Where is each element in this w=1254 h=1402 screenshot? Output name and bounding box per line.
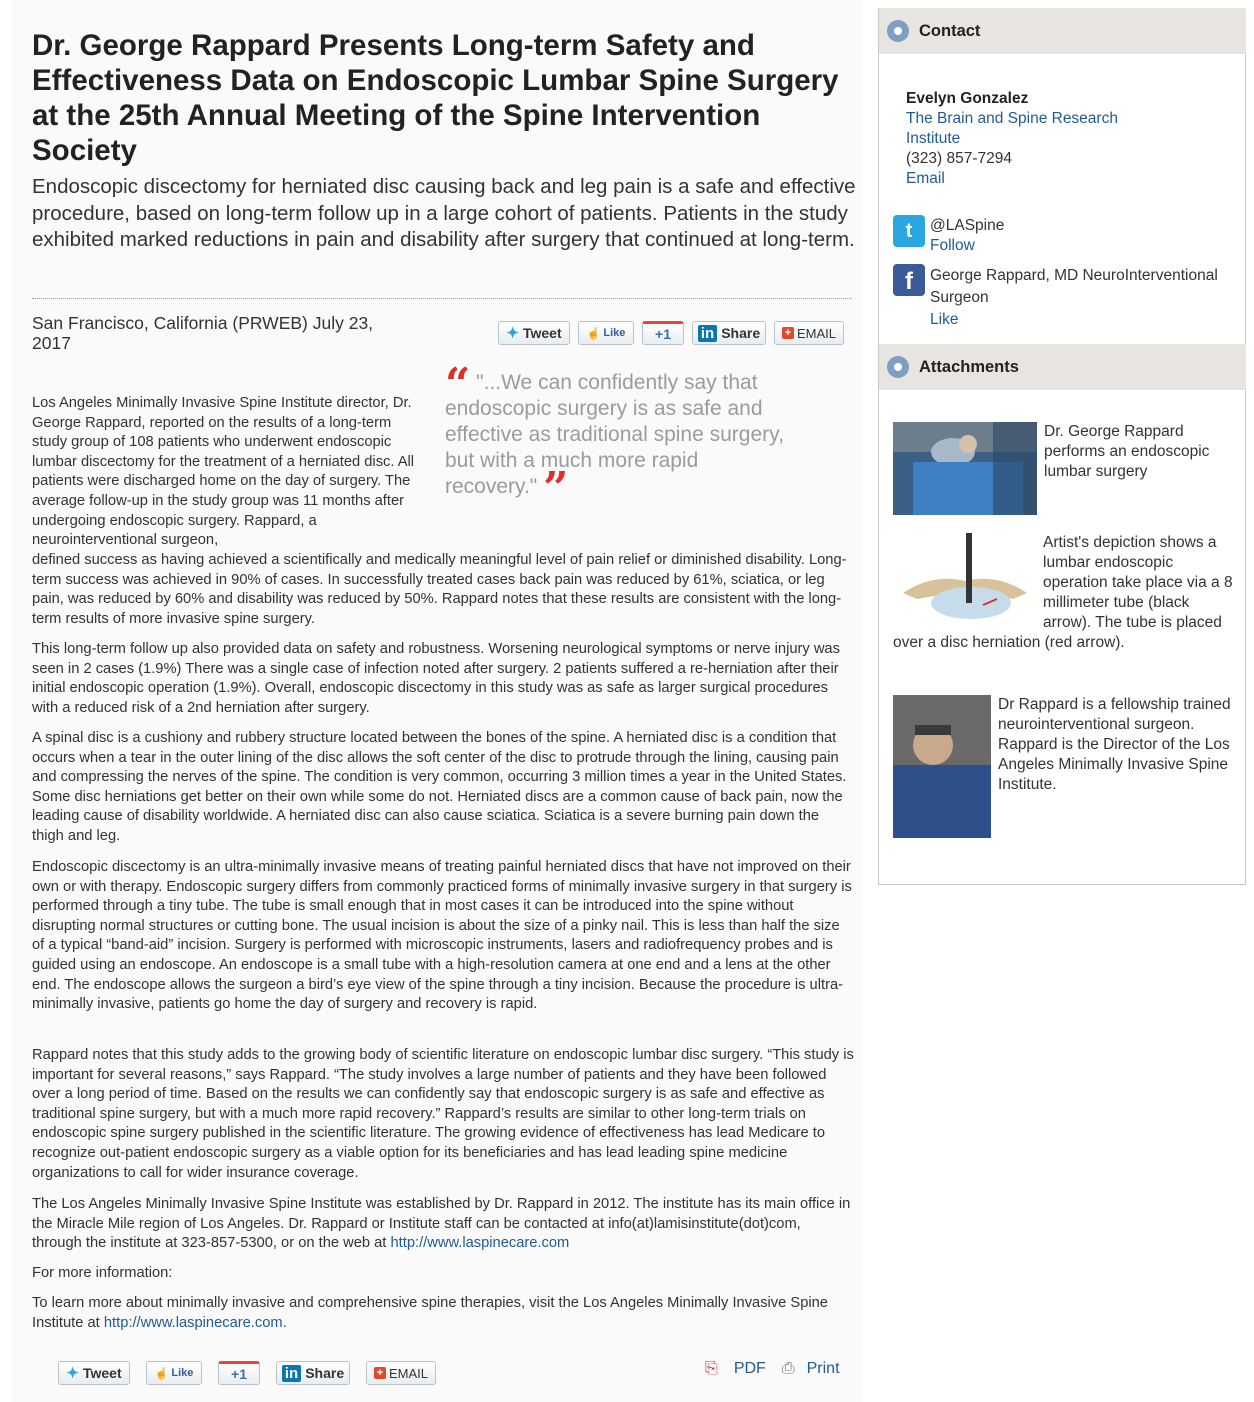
contact-email-link[interactable]: Email xyxy=(906,170,945,187)
plus-one-label: +1 xyxy=(655,326,671,342)
email-icon: + xyxy=(782,327,794,339)
facebook-like-link[interactable]: Like xyxy=(930,311,959,328)
linkedin-icon: in xyxy=(698,325,717,342)
share-label: Share xyxy=(305,1365,345,1381)
paragraph-1-rest: defined success as having achieved a scientifically and medically meaningful level of pain relief or diminished disability. Long-term success was achieved in 90% of cases. In successfully treated cases back pain was reduced by 61%, sciatica, or leg pain, was reduced by 60% and disability was reduced by 50%. Rappard notes that these results are consistent with the long-term results of more invasive spine surgery. xyxy=(32,552,847,627)
portrait-photo-icon xyxy=(893,695,991,838)
email-label: EMAIL xyxy=(796,325,836,341)
paragraph-7: For more information: xyxy=(32,1265,173,1281)
share-bar-top xyxy=(498,321,852,345)
attachments-header xyxy=(879,344,1246,390)
paragraph-6-text: The Los Angeles Minimally Invasive Spine Institute was established by Dr. Rappard in 2012. The institute has its main office in the Miracle Mile region of Los Angeles. Dr. Rappard or Institute staff can be contacted at info(at)lamisinstitute(dot)com, through the institute at 323-857-5300, or on the web at xyxy=(32,1196,851,1252)
attachments-icon xyxy=(887,356,909,378)
website-link[interactable]: http://www.laspinecare.com xyxy=(390,1235,570,1252)
thumbs-up-icon: ☝ xyxy=(586,327,601,340)
surgery-photo-icon xyxy=(893,422,1037,515)
like-label: Like xyxy=(171,1367,194,1379)
thumbs-up-icon: ☝ xyxy=(154,1367,169,1380)
twitter-handle: @LASpine xyxy=(930,217,1005,234)
sidebar xyxy=(878,8,1246,885)
print-link[interactable]: Print xyxy=(806,1360,840,1377)
email-icon: + xyxy=(374,1367,386,1379)
paragraph-6 xyxy=(32,1195,854,1254)
pull-quote xyxy=(445,359,790,514)
email-button-bottom[interactable] xyxy=(366,1361,436,1385)
website-link-2[interactable]: http://www.laspinecare.com. xyxy=(103,1314,287,1331)
twitter-follow-link[interactable]: Follow xyxy=(930,237,975,254)
paragraph-5: Rappard notes that this study adds to the growing body of scientific literature on endoscopic lumbar disc surgery. “This study is important for several reasons,” says Rappard. “The study involves a large number of patients and they have been followed over a long period of time. Based on the results we can confidently say that endoscopic surgery is as safe and effective as traditional spine surgery, but with a much more rapid recovery.” Rappard’s results are similar to other long-term trials on endoscopic spine surgery published in the scientific literature. The growing evidence of effectiveness has lead Medicare to recognize out-patient endoscopic surgery as a viable option for its beneficiaries and has lead leading spine medicine organizations to call for wider insurance coverage. xyxy=(32,1047,854,1181)
open-quote-icon: “ xyxy=(445,359,471,410)
attachment-caption-2[interactable] xyxy=(893,533,1233,653)
attachment-thumbnail-portrait[interactable] xyxy=(893,695,991,838)
dateline: San Francisco, California (PRWEB) July 23, 2017 xyxy=(32,313,374,353)
share-bar-bottom xyxy=(58,1361,444,1385)
twitter-bird-icon: ✦ xyxy=(506,325,519,342)
contact-title: Contact xyxy=(919,21,981,40)
contact-icon xyxy=(887,20,909,42)
tweet-button-bottom[interactable] xyxy=(58,1361,130,1385)
pdf-icon: ⎘ xyxy=(705,1360,718,1377)
tweet-label: Tweet xyxy=(522,325,562,341)
article-subheadline: Endoscopic discectomy for herniated disc causing back and leg pain is a safe and effective procedure, based on long-term follow up in a large cohort of patients. Patients in the study exhibited marked reductions in pain and disability after surgery that continued at long-term. xyxy=(32,175,856,251)
paragraph-2: This long-term follow up also provided data on safety and robustness. Worsening neurological symptoms or nerve injury was seen in 2 cases (1.9%) There was a single case of infection noted after surgery. 2 patients suffered a re-herniation after their initial endoscopic operation (1.9%). Overall, endoscopic discectomy in this study was as safe as larger surgical procedures with a reduced risk of a 2nd herniation after surgery. xyxy=(32,641,840,716)
facebook-icon[interactable]: f xyxy=(893,264,925,296)
contact-org-link[interactable]: The Brain and Spine Research Institute xyxy=(906,110,1118,147)
paragraph-8 xyxy=(32,1294,854,1333)
paragraph-8-text: To learn more about minimally invasive and comprehensive spine therapies, visit the Los Angeles Minimally Invasive Spine Institute at xyxy=(32,1295,828,1331)
facebook-block xyxy=(930,265,1230,331)
share-label: Share xyxy=(721,325,761,341)
paragraph-3: A spinal disc is a cushiony and rubbery structure located between the bones of the spine. A herniated disc is a condition that occurs when a tear in the outer lining of the disc allows the soft center of the disc to protrude through the lining, causing pain and compressing the nerves of the spine. The condition is very common, occurring 3 million times a year in the United States. Some disc herniations get better on their own while some do not. Herniated discs are a common cause of back pain, now the leading cause of disability worldwide. A herniated disc can also cause sciatica. Sciatica is a severe burning pain down the thigh and leg. xyxy=(32,730,847,844)
plus-one-label: +1 xyxy=(231,1366,247,1382)
linkedin-icon: in xyxy=(282,1365,301,1382)
page-title: Dr. George Rappard Presents Long-term Safety and Effectiveness Data on Endoscopic Lumbar Spine Surgery at the 25th Annual Meeting of the Spine Intervention Society xyxy=(32,29,839,167)
attachment-caption-3[interactable]: Dr Rappard is a fellowship trained neurointerventional surgeon. Rappard is the Director of the Los Angeles Minimally Invasive Spine Institute. xyxy=(998,696,1231,793)
pull-quote-text: "...We can confidently say that endoscopic surgery is as safe and effective as traditional spine surgery, but with a much more rapid recovery." xyxy=(445,371,784,498)
print-icon: ⎙ xyxy=(781,1360,795,1377)
twitter-bird-icon: ✦ xyxy=(66,1365,79,1382)
paragraph-4: Endoscopic discectomy is an ultra-minimally invasive means of treating painful herniated discs that have not improved on their own or with therapy. Endoscopic surgery differs from commonly practiced forms of minimally invasive surgery in that surgery is performed through a tiny tube. The tube is small enough that in most cases it can be introduced into the spine without disrupting normal structures or cutting bone. The usual incision is about the size of a pinky nail. This is less than half the size of a typical “band-aid” incision. Surgery is performed with microscopic instruments, lasers and radiofrequency probes and is guided using an endoscope. An endoscope is a small tube with a high-resolution camera at one end and a lens at the other end. The endoscope allows the surgeon a bird’s eye view of the spine through a tiny incision. Because the procedure is ultra-minimally invasive, patients go home the day of surgery and recovery is rapid. xyxy=(32,859,852,1013)
paragraph-1-lead: Los Angeles Minimally Invasive Spine Institute director, Dr. George Rappard, reported on the results of a long-term study group of 108 patients who underwent endoscopic lumbar discectomy for the treatment of a herniated disc. All patients were discharged home on the day of surgery. The average follow-up in the study group was 11 months after undergoing endoscopic surgery. Rappard, a neurointerventional surgeon, xyxy=(32,395,415,549)
tweet-button[interactable] xyxy=(498,321,570,345)
attachments-title: Attachments xyxy=(919,357,1019,376)
attachment-caption-1[interactable]: Dr. George Rappard performs an endoscopic lumbar surgery xyxy=(1044,423,1210,480)
contact-header xyxy=(879,8,1246,54)
like-label: Like xyxy=(603,327,626,339)
linkedin-share-button-bottom[interactable] xyxy=(276,1361,350,1385)
facebook-like-button-bottom[interactable] xyxy=(146,1361,202,1385)
close-quote-icon: ” xyxy=(543,463,569,514)
twitter-icon[interactable]: t xyxy=(893,215,925,247)
google-plus-one-button[interactable] xyxy=(642,321,684,345)
page-tools xyxy=(705,1360,840,1378)
article-column xyxy=(12,0,862,1402)
facebook-like-button[interactable] xyxy=(578,321,634,345)
contact-name: Evelyn Gonzalez xyxy=(906,90,1029,107)
facebook-name: George Rappard, MD NeuroInterventional Surgeon xyxy=(930,267,1218,306)
email-label: EMAIL xyxy=(388,1365,428,1381)
contact-block xyxy=(906,89,1146,189)
google-plus-one-button-bottom[interactable] xyxy=(218,1361,260,1385)
pdf-link[interactable]: PDF xyxy=(733,1360,766,1377)
contact-phone: (323) 857-7294 xyxy=(906,150,1012,167)
attachment-caption-2-text: Artist's depiction shows a lumbar endoscopic operation take place via a 8 millimeter tube (black arrow). The tube is placed over a disc herniation (red arrow). xyxy=(893,534,1233,651)
email-button[interactable] xyxy=(774,321,844,345)
twitter-block xyxy=(930,216,1130,256)
attachment-thumbnail-surgery[interactable] xyxy=(893,422,1037,515)
divider xyxy=(32,298,852,299)
linkedin-share-button[interactable] xyxy=(692,321,766,345)
tweet-label: Tweet xyxy=(82,1365,122,1381)
